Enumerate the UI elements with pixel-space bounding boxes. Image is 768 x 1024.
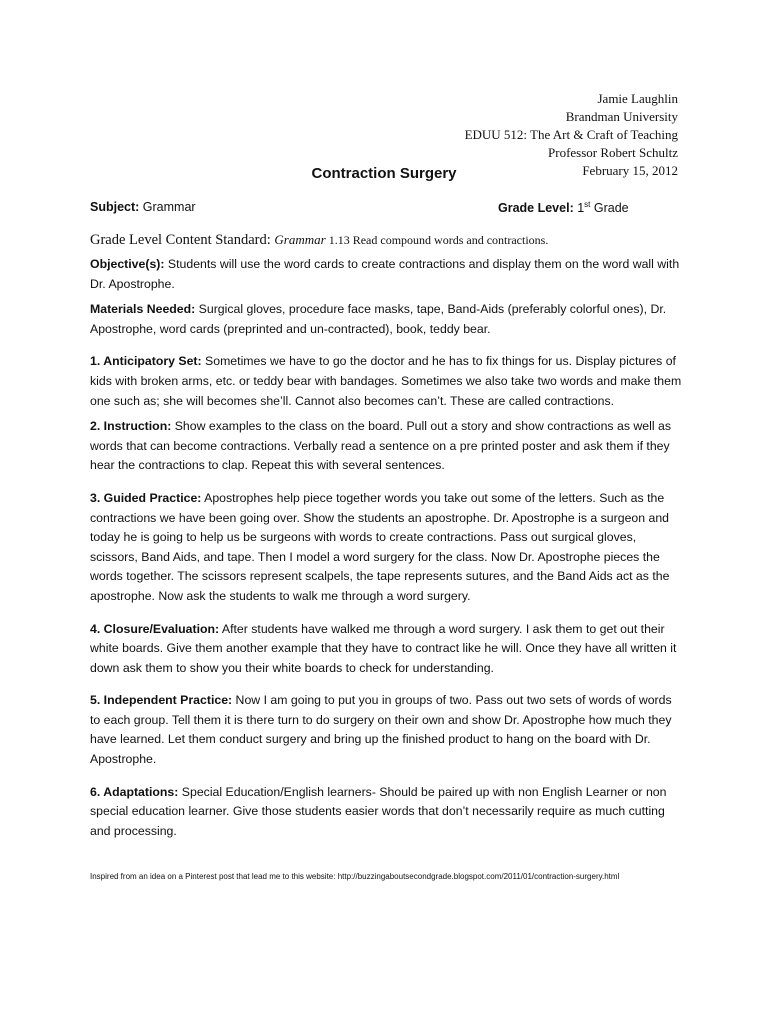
grade-suffix-superscript: st [584,200,591,209]
subject-value: Grammar [142,200,196,214]
objective-paragraph [90,255,685,294]
materials-paragraph [90,300,685,339]
document-title: Contraction Surgery [311,165,457,182]
lesson-body [90,255,685,854]
subject-label: Subject: [90,200,140,214]
closure-label: 4. Closure/Evaluation: [90,621,220,636]
university-name: Brandman University [565,109,678,124]
independent-practice-paragraph [90,691,685,769]
author-name: Jamie Laughlin [597,91,678,106]
instruction-label: 2. Instruction: [90,419,172,434]
document-date: February 15, 2012 [582,163,678,178]
guided-practice-paragraph [90,489,685,607]
independent-practice-label: 5. Independent Practice: [90,693,233,708]
objective-label: Objective(s): [90,257,165,271]
adaptations-label: 6. Adaptations: [90,784,179,799]
instruction-paragraph [90,417,685,476]
content-standard [90,232,690,249]
grade-level [498,200,629,215]
guided-practice-text: Apostrophes help piece together words you take out some of the letters. Such as the contractions we have been going over. Show the students an apostrophe. Dr. Apostrophe is a surgeon and today he is going to help us be surgeons with words to create contractions. Pass out surgical gloves, scissors, Band Aids, and tape. Then I model a word surgery for the class. Now Dr. Apostrophe pieces the words together. The scissors represent scalpels, the tape represents sutures, and the Band Aids act as the apostrophe. Now ask the students to walk me through a word surgery. [90,490,670,603]
anticipatory-set-text: Sometimes we have to go the doctor and he has to fix things for us. Display pictures of kids with broken arms, etc. or teddy bear with bandages. Sometimes we also take two words and make them one such as; she will becomes she’ll. Cannot also becomes can’t. These are called contractions. [90,354,682,408]
adaptations-paragraph [90,783,685,842]
objective-text: Students will use the word cards to create contractions and display them on the word wall with Dr. Apostrophe. [90,257,680,291]
professor-name: Professor Robert Schultz [548,145,678,160]
materials-label: Materials Needed: [90,302,196,317]
subject-grade-row [90,200,682,214]
closure-paragraph [90,620,685,679]
materials-text: Surgical gloves, procedure face masks, tape, Band-Aids (preferably colorful ones), Dr. Apostrophe, word cards (preprinted and un-contracted), book, teddy bear. [90,302,667,336]
standard-label: Grade Level Content Standard: [90,232,271,248]
anticipatory-set-paragraph [90,352,685,411]
anticipatory-set-label: 1. Anticipatory Set: [90,354,202,369]
grade-suffix: Grade [590,201,629,216]
course-name: EDUU 512: The Art & Craft of Teaching [464,127,678,142]
adaptations-text: Special Education/English learners- Should be paired up with non English Learner or non special education learner. Give those students easier words that don’t necessarily require as much cutting and processing. [90,784,667,838]
guided-practice-label: 3. Guided Practice: [90,490,202,505]
source-footnote: Inspired from an idea on a Pinterest post that lead me to this website: http://buzzingaboutsecondgrade.blogspot.com/2011/01/contraction-surgery.html [90,872,620,881]
grade-label: Grade Level: [498,201,578,216]
standard-category: Grammar [274,232,326,247]
independent-practice-text: Now I am going to put you in groups of two. Pass out two sets of words of words to each group. Tell them it is there turn to do surgery on their own and show Dr. Apostrophe how much they have learned. Let them conduct surgery and bring up the finished product to hang on the board with Dr. Apostrophe. [90,693,672,767]
standard-text: 1.13 Read compound words and contractions. [325,233,549,247]
instruction-text: Show examples to the class on the board. Pull out a story and show contractions as well as words that can become contractions. Verbally read a sentence on a pre printed poster and ask them if they hear the contractions to clap. Repeat this with several sentences. [90,419,671,473]
closure-text: After students have walked me through a word surgery. I ask them to get out their white boards. Give them another example that they have to contract like he will. Once they have all written it down ask them to show you their white boards to check for understanding. [90,621,677,675]
grade-number: 1 [577,201,585,216]
